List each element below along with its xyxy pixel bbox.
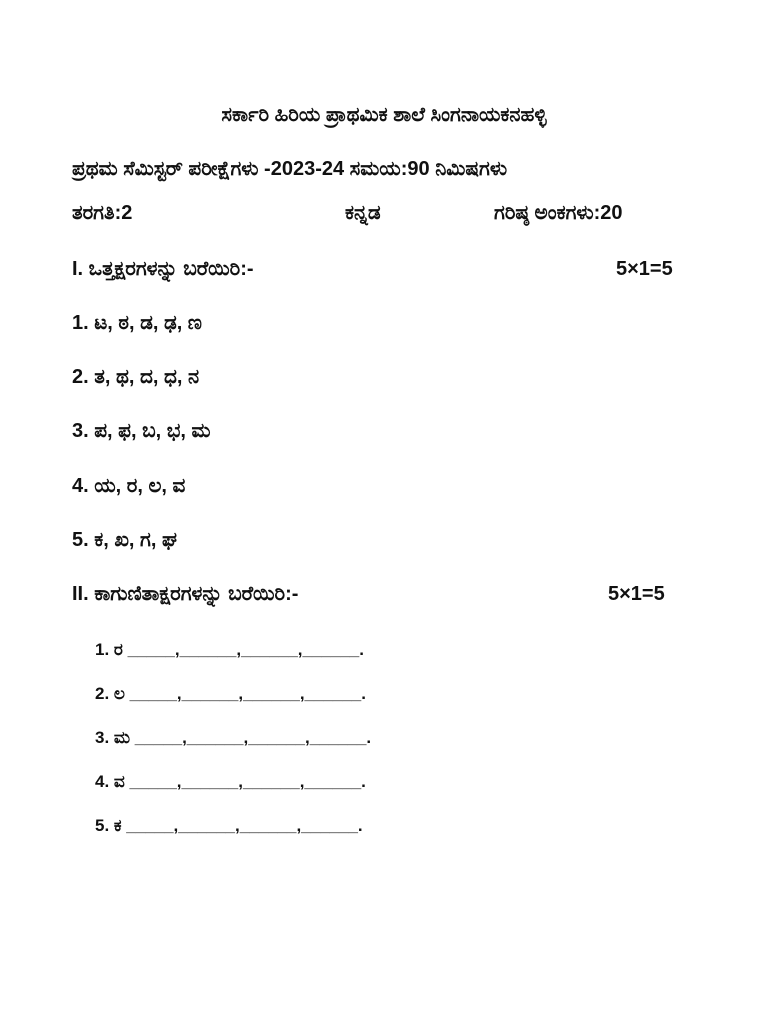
section-2-item: 2. ಲ _____,______,______,______. bbox=[95, 684, 366, 703]
section-2-item: 1. ರ _____,______,______,______. bbox=[95, 640, 364, 659]
section-2-item: 4. ವ _____,______,______,______. bbox=[95, 772, 366, 791]
section-1-item: 3. ಪ, ಫ, ಬ, ಭ, ಮ bbox=[72, 420, 211, 442]
section-2-title: II. ಕಾಗುಣಿತಾಕ್ಷರಗಳನ್ನು ಬರೆಯಿರಿ:- bbox=[72, 583, 299, 605]
section-2-item: 3. ಮ _____,______,______,______. bbox=[95, 728, 372, 747]
section-1-marks: 5×1=5 bbox=[616, 258, 673, 280]
class-label: ತರಗತಿ:2 bbox=[72, 202, 133, 224]
section-1-item: 5. ಕ, ಖ, ಗ, ಘ bbox=[72, 529, 177, 551]
section-1-item: 4. ಯ, ರ, ಲ, ವ bbox=[72, 475, 186, 497]
section-1-item: 1. ಟ, ಠ, ಡ, ಢ, ಣ bbox=[72, 312, 202, 334]
section-2-item: 5. ಕ _____,______,______,______. bbox=[95, 816, 363, 835]
section-2-marks: 5×1=5 bbox=[608, 583, 665, 605]
section-1-title: I. ಒತ್ತಕ್ಷರಗಳನ್ನು ಬರೆಯಿರಿ:- bbox=[72, 258, 254, 280]
subject-label: ಕನ್ನಡ bbox=[345, 202, 381, 224]
exam-title: ಪ್ರಥಮ ಸೆಮಿಸ್ಟರ್ ಪರೀಕ್ಷೆಗಳು -2023-24 ಸಮಯ:90 ನಿಮಿಷಗಳು bbox=[72, 158, 508, 180]
school-name: ಸರ್ಕಾರಿ ಹಿರಿಯ ಪ್ರಾಥಮಿಕ ಶಾಲೆ ಸಿಂಗನಾಯಕನಹಳ್ಳಿ bbox=[221, 104, 547, 126]
max-marks-label: ಗರಿಷ್ಠ ಅಂಕಗಳು:20 bbox=[494, 202, 623, 224]
section-1-item: 2. ತ, ಥ, ದ, ಧ, ನ bbox=[72, 366, 200, 388]
